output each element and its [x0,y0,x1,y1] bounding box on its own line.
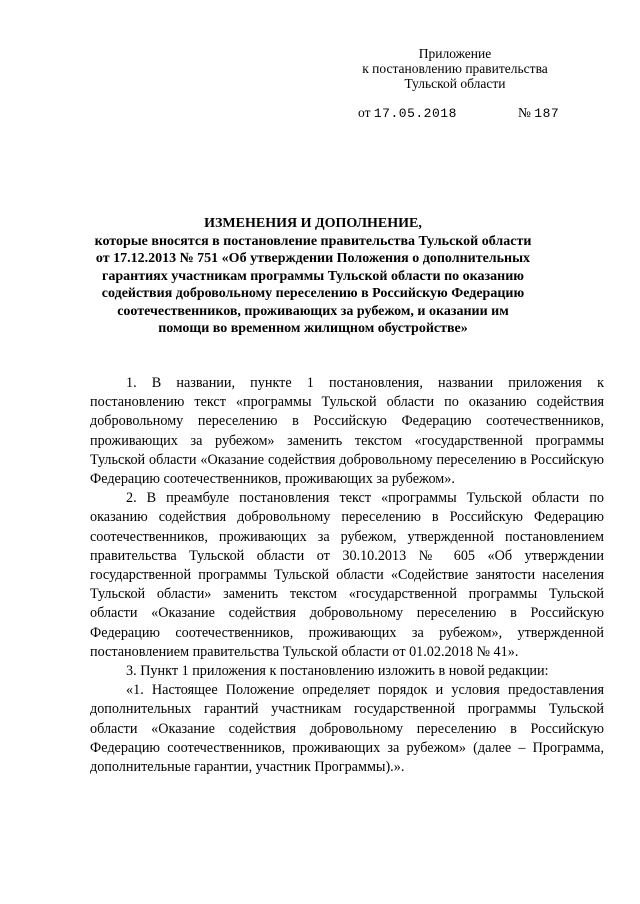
title-line: помощи во временном жилищном обустройстве» [158,321,468,336]
appendix-line-3: Тульской области [404,76,506,91]
title-line: содействия добровольному переселению в Российскую Федерацию [101,286,525,301]
document-date: 17.05.2018 [373,106,457,121]
title-line: от 17.12.2013 № 751 «Об утверждении Положения о дополнительных [95,251,531,266]
document-body [90,374,604,777]
title-line: гарантиях участникам программы Тульской области по оказанию [102,268,524,284]
title-line: соотечественников, проживающих за рубежом, и оказании им [117,303,509,319]
paragraph-3: 3. Пункт 1 приложения к постановлению изложить в новой редакции: [126,663,549,680]
date-number-line [358,105,560,121]
date-prefix: от [358,105,371,120]
appendix-line-1: Приложение [418,46,492,61]
appendix-header [330,46,580,91]
title-line: которые вносятся в постановление правительства Тульской области [94,233,532,249]
paragraph-4: «1. Настоящее Положение определяет порядок и условия предоставления дополнительных гарантий участникам государственной программы Тульской области «Оказание содействия добровольному переселению в Российскую Федерацию соотечественников, проживающих за рубежом» (далее – Программа, дополнительные гарантии, участник Программы).». [90,682,604,776]
title-heading: ИЗМЕНЕНИЯ И ДОПОЛНЕНИЕ, [204,216,422,231]
paragraph-2: 2. В преамбуле постановления текст «программы Тульской области по оказанию содействия добровольному переселению в Российскую Федерацию соотечественников, проживающих за рубежом, утвержденной постановлением правительства Тульской области от 30.10.2013 № 605 «Об утверждении государственной программы Тульской области «Содействие занятости населения Тульской области» заменить текстом «государственной программы Тульской области «Оказание содействия добровольному переселению в Российскую Федерацию соотечественников, проживающих за рубежом», утвержденной постановлением правительства Тульской области от 01.02.2018 № 41». [90,490,604,660]
document-number-block [518,105,559,121]
document-number: 187 [534,106,560,121]
appendix-line-2: к постановлению правительства [362,61,548,76]
number-sign: № [518,105,531,120]
document-title [88,215,538,338]
paragraph-1: 1. В названии, пункте 1 постановления, названии приложения к постановлению текст «программы Тульской области по оказанию содействия добровольному переселению в Российскую Федерацию соотечественников, проживающих за рубежом» заменить текстом «государственной программы Тульской области «Оказание содействия добровольному переселению в Российскую Федерацию соотечественников, проживающих за рубежом». [90,375,604,488]
